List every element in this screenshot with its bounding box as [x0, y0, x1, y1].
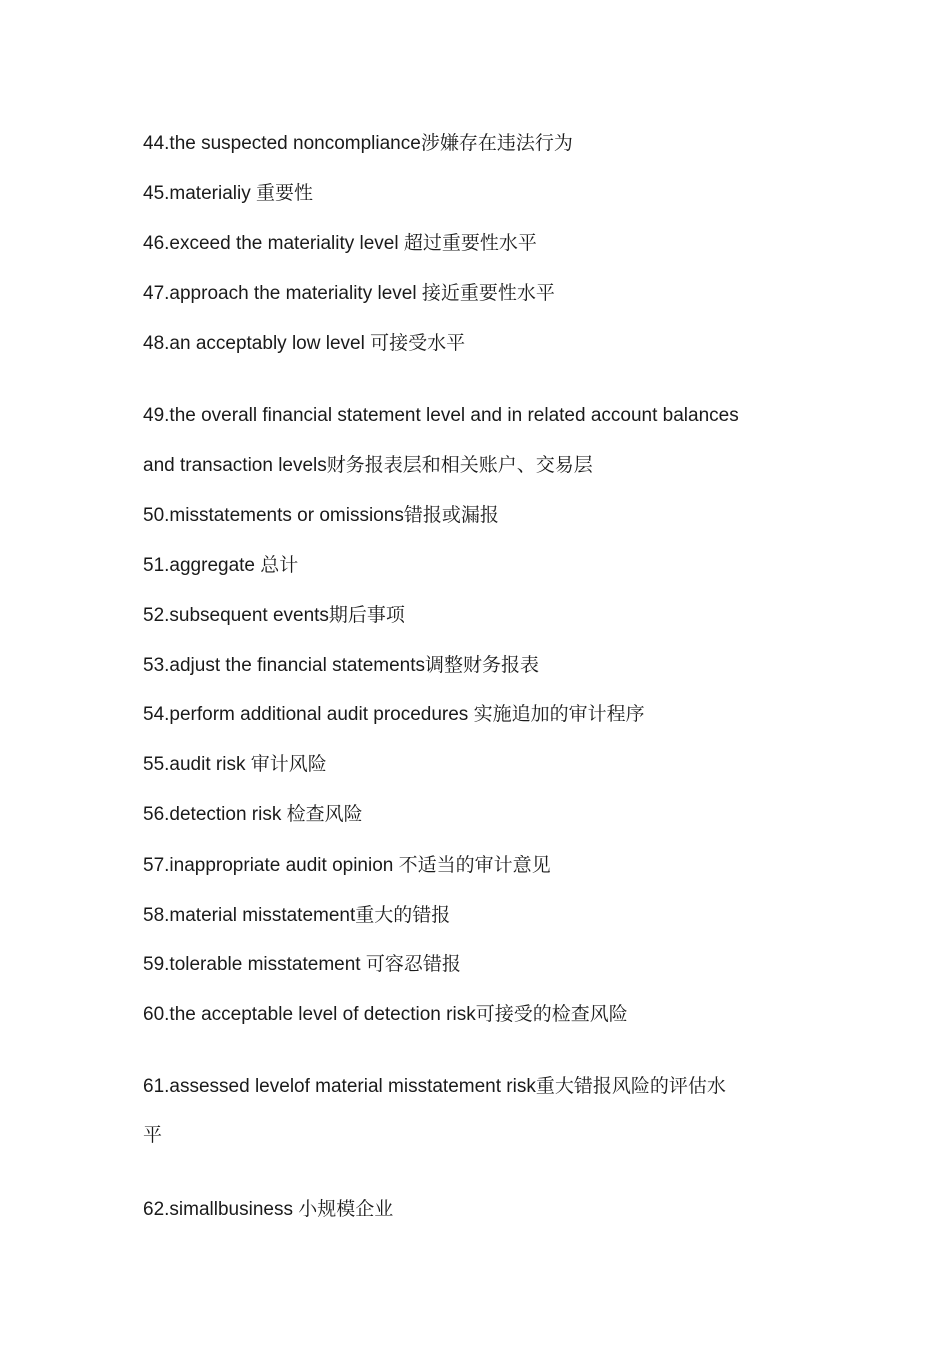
entry-en: 46.exceed the materiality level: [143, 233, 404, 254]
entry-en: 60.the acceptable level of detection risk: [143, 1004, 476, 1025]
entry-en: 56.detection risk: [143, 804, 287, 825]
entry-46: [143, 232, 537, 255]
entry-en: 44.the suspected noncompliance: [143, 133, 421, 154]
entry-47: [143, 282, 555, 305]
entry-57: [143, 854, 551, 877]
entry-zh: 总计: [260, 554, 299, 576]
entry-en: 54.perform additional audit procedures: [143, 704, 474, 725]
entry-en: 53.adjust the financial statements: [143, 655, 426, 676]
entry-zh: 可容忍错报: [365, 953, 461, 975]
entry-51: [143, 554, 298, 577]
entry-zh: 错报或漏报: [403, 504, 499, 526]
entry-61-continued: [143, 1124, 162, 1147]
entry-zh: 调整财务报表: [425, 654, 540, 676]
entry-zh: 重大错报风险的评估水: [535, 1075, 726, 1097]
entry-en: 45.materialiy: [143, 183, 256, 204]
entry-zh: 检查风险: [286, 803, 363, 825]
entry-en: 61.assessed levelof material misstatement risk: [143, 1076, 536, 1097]
entry-en: 55.audit risk: [143, 754, 251, 775]
entry-zh: 期后事项: [328, 604, 405, 626]
entry-55: [143, 753, 327, 776]
entry-zh: 涉嫌存在违法行为: [420, 132, 573, 154]
entry-en: and transaction levels: [143, 455, 327, 476]
entry-zh: 重大的错报: [355, 904, 451, 926]
entry-49: [143, 404, 739, 427]
entry-45: [143, 182, 313, 205]
entry-zh: 重要性: [256, 182, 314, 204]
entry-en: 50.misstatements or omissions: [143, 505, 404, 526]
entry-zh: 可接受水平: [370, 332, 466, 354]
entry-zh: 审计风险: [250, 753, 327, 775]
entry-59: [143, 953, 461, 976]
entry-48: [143, 332, 465, 355]
entry-en: 52.subsequent events: [143, 605, 329, 626]
entry-49-continued: [143, 454, 593, 477]
entry-zh: 实施追加的审计程序: [473, 703, 645, 725]
entry-58: [143, 904, 450, 927]
entry-en: 57.inappropriate audit opinion: [143, 855, 399, 876]
entry-zh: 可接受的检查风险: [475, 1003, 628, 1025]
entry-zh: 平: [143, 1124, 163, 1146]
entry-53: [143, 654, 539, 677]
entry-en: 58.material misstatement: [143, 905, 356, 926]
entry-en: 62.simallbusiness: [143, 1199, 299, 1220]
entry-en: 47.approach the materiality level: [143, 283, 422, 304]
entry-61: [143, 1075, 726, 1098]
entry-en: 48.an acceptably low level: [143, 333, 371, 354]
entry-56: [143, 803, 363, 826]
entry-en: 51.aggregate: [143, 555, 261, 576]
entry-zh: 不适当的审计意见: [398, 854, 551, 876]
entry-en: 59.tolerable misstatement: [143, 954, 366, 975]
entry-52: [143, 604, 405, 627]
entry-62: [143, 1198, 393, 1221]
entry-44: [143, 132, 573, 155]
entry-zh: 超过重要性水平: [403, 232, 537, 254]
entry-zh: 财务报表层和相关账户、交易层: [326, 454, 593, 476]
entry-zh: 小规模企业: [298, 1198, 394, 1220]
entry-60: [143, 1003, 628, 1026]
entry-zh: 接近重要性水平: [421, 282, 555, 304]
entry-50: [143, 504, 499, 527]
entry-en: 49.the overall financial statement level and in related account balances: [143, 405, 739, 426]
entry-54: [143, 703, 645, 726]
